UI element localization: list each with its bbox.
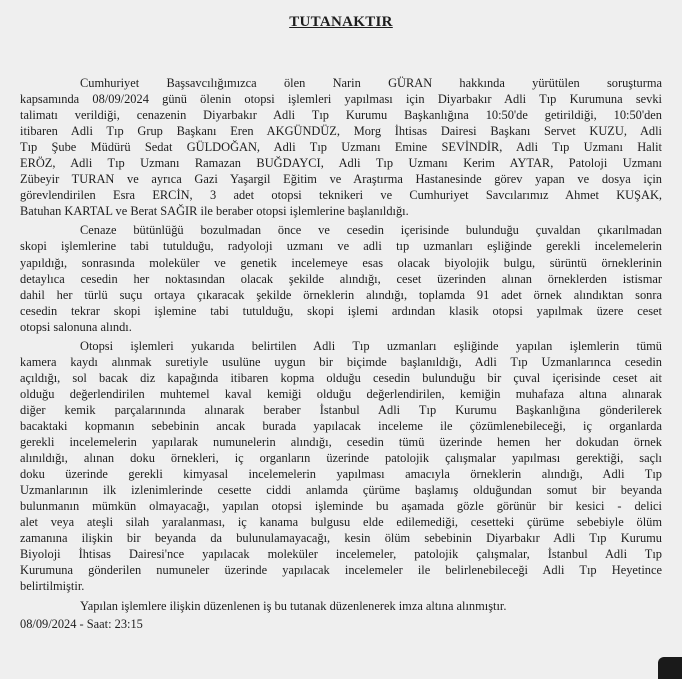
paragraph-line: görevlendirilen Esra ERCİN, 3 adet otopsi teknikeri ve Cumhuriyet Savcılarımız Ahmet KUŞAK, [20,188,662,203]
paragraph-line: açıldığı, sol bacak diz kapağında itibaren kopma olduğu cesedin bulunduğu bir çuval içerisinde ceset ait [20,370,662,385]
paragraph-line: ERÖZ, Adli Tıp Uzmanı Ramazan BUĞDAYCI, Adli Tıp Uzmanı Kerim AYTAR, Patoloji Uzmanı [20,156,662,171]
paragraph-line: Kurumuna gönderilen numuneler üzerinde yapılacak incelemeler ile belirlenebileceği Adli Tıp Heyetince [20,563,662,578]
paragraph-line: Uzmanlarının ilk izlenimlerinde cesette ciddi anlamda çürüme başlamış olduğundan somut bir beyanda [20,483,662,498]
paragraph [20,75,662,219]
paragraph-line: detaylıca cesedin her noktasından olacak şekilde alındığı, ceset üzerinden alınan örneklerden istismar [20,271,662,286]
paragraph [20,338,662,595]
paragraph-line: Batuhan KARTAL ve Berat SAĞIR ile beraber otopsi işlemlerine başlanıldığı. [20,204,409,219]
paragraph-line: olduğu değerlendirilen muhtemel kaval kemiği olduğu değerlendirilen, kemiğin muhafaza altına alınarak [20,386,662,401]
paragraph-line: zamanına ilişkin bir beyanda da bulunulamayacağı, kesin ölüm sebebinin Diyarbakır Adli Tıp Kurumu [20,531,662,546]
paragraph-line: otopsi salonuna alındı. [20,319,132,334]
paragraph-line: Cumhuriyet Başsavcılığımızca ölen Narin GÜRAN hakkında yürütülen soruşturma [80,76,662,90]
paragraph-line: kapsamında 08/09/2024 günü ölenin otopsi işlemleri yapılması için Diyarbakır Adli Tıp Kurumuna sevki [20,92,662,107]
paragraph-line: Biyoloji İhtisas Dairesi'nce yapılacak moleküler incelemeler, patolojik çalışmalar, İstanbul Adli Tıp [20,547,662,562]
paragraph-line: dahil her türlü suçu ortaya çıkaracak şekilde örneklerin alındığı, toplamda 91 adet örnek alındıktan sonra [20,287,662,302]
paragraph-line: diğer kemik parçalarınında alınarak beraber İstanbul Adli Tıp Kurumu Başkanlığına gönderilerek [20,402,662,417]
paragraph-line: alınıldığı, alınan doku örnekleri, iç organların üzerinde patolojik çalışmalar yapılması gerektiği, saçlı [20,451,662,466]
paragraph-line: talimatı verildiği, cenazenin Diyarbakır Adli Tıp Kurumu Başkanlığına 10:50'de getirildiği, 10:50'den [20,108,662,123]
paragraph-line: bulunmanın mümkün olmayacağı, yapılan otopsi işleminde bu aşamada gözle görünür bir kesici - delici [20,499,662,514]
document-date-time: 08/09/2024 - Saat: 23:15 [20,616,143,631]
paragraph-line: doku üzerinde gerekli kimyasal incelemelerin yapılması amacıyla örneklerin alındığı, Adli Tıp [20,467,662,482]
paragraph-line: Yapılan işlemlere ilişkin düzenlenen iş bu tutanak düzenlenerek imza altına alınmıştır. [80,598,507,613]
paragraph-line: gerekli incelemelerin yapılarak numunelerin alındığı, cesedin tümü üzerinde hemen her dokudan örnek [20,435,662,450]
paragraph-line: Otopsi işlemleri yukarıda belirtilen Adli Tıp uzmanları eşliğinde yapılan işlemlerin tümü [80,338,662,353]
document-title: TUTANAKTIR [289,14,393,30]
paragraph-line: kamera kaydı alınmak suretiyle usulüne uygun bir biçimde başlanıldığı, Adli Tıp Uzmanlarınca cesedin [20,354,662,369]
paragraph-line: Tıp Şube Müdürü Sedat GÜLDOĞAN, Adli Tıp Uzmanı Emine SEVİNDİR, Adli Tıp Uzmanı Halit [20,140,662,155]
paragraph-line: Cenaze bütünlüğü bozulmadan önce ve cesedin içerisinde bulunduğu çuvaldan çıkarılmadan [80,223,662,238]
paragraph-line: alet veya ateşli silah yaralanması, iç kanama bulgusu elde edilemediği, cesetteki çürüme sebebiyle ölüm [20,515,662,530]
paragraph-line: belirtilmiştir. [20,579,85,594]
paragraph-line: yapıldığı, sonrasında moleküler ve genetik incelemeye esas olacak biyolojik bulgu, sürüntü örneklerinin [20,255,662,270]
corner-artifact [658,657,682,679]
paragraph-line: skopi işlemlerine tabi tutulduğu, radyoloji uzmanı ve adli tıp uzmanları eşliğinde gerekli incelemelerin [20,239,662,254]
paragraph [20,222,662,334]
paragraph-line: bacaktaki kopmanın sebebinin ancak burada yapılacak inceleme ile çözümlenebileceği, iç organlarda [20,418,662,433]
paragraph-line: cesedin tekrar skopi işlemine tabi tutulduğu, skopi işlemi ardından klasik otopsi yapılmak üzere ceset [20,303,662,318]
document-body [20,75,662,614]
paragraph-line: itibaren Adli Tıp Grup Başkanı Eren AKGÜNDÜZ, Morg İhtisas Dairesi Başkanı Servet KUZU, Adli [20,124,662,139]
paragraph [20,598,662,614]
paragraph-line: Zübeyir TURAN ve ayrıca Gazi Yaşargil Eğitim ve Araştırma Hastanesinde görev yapan ve dosya için [20,172,662,187]
